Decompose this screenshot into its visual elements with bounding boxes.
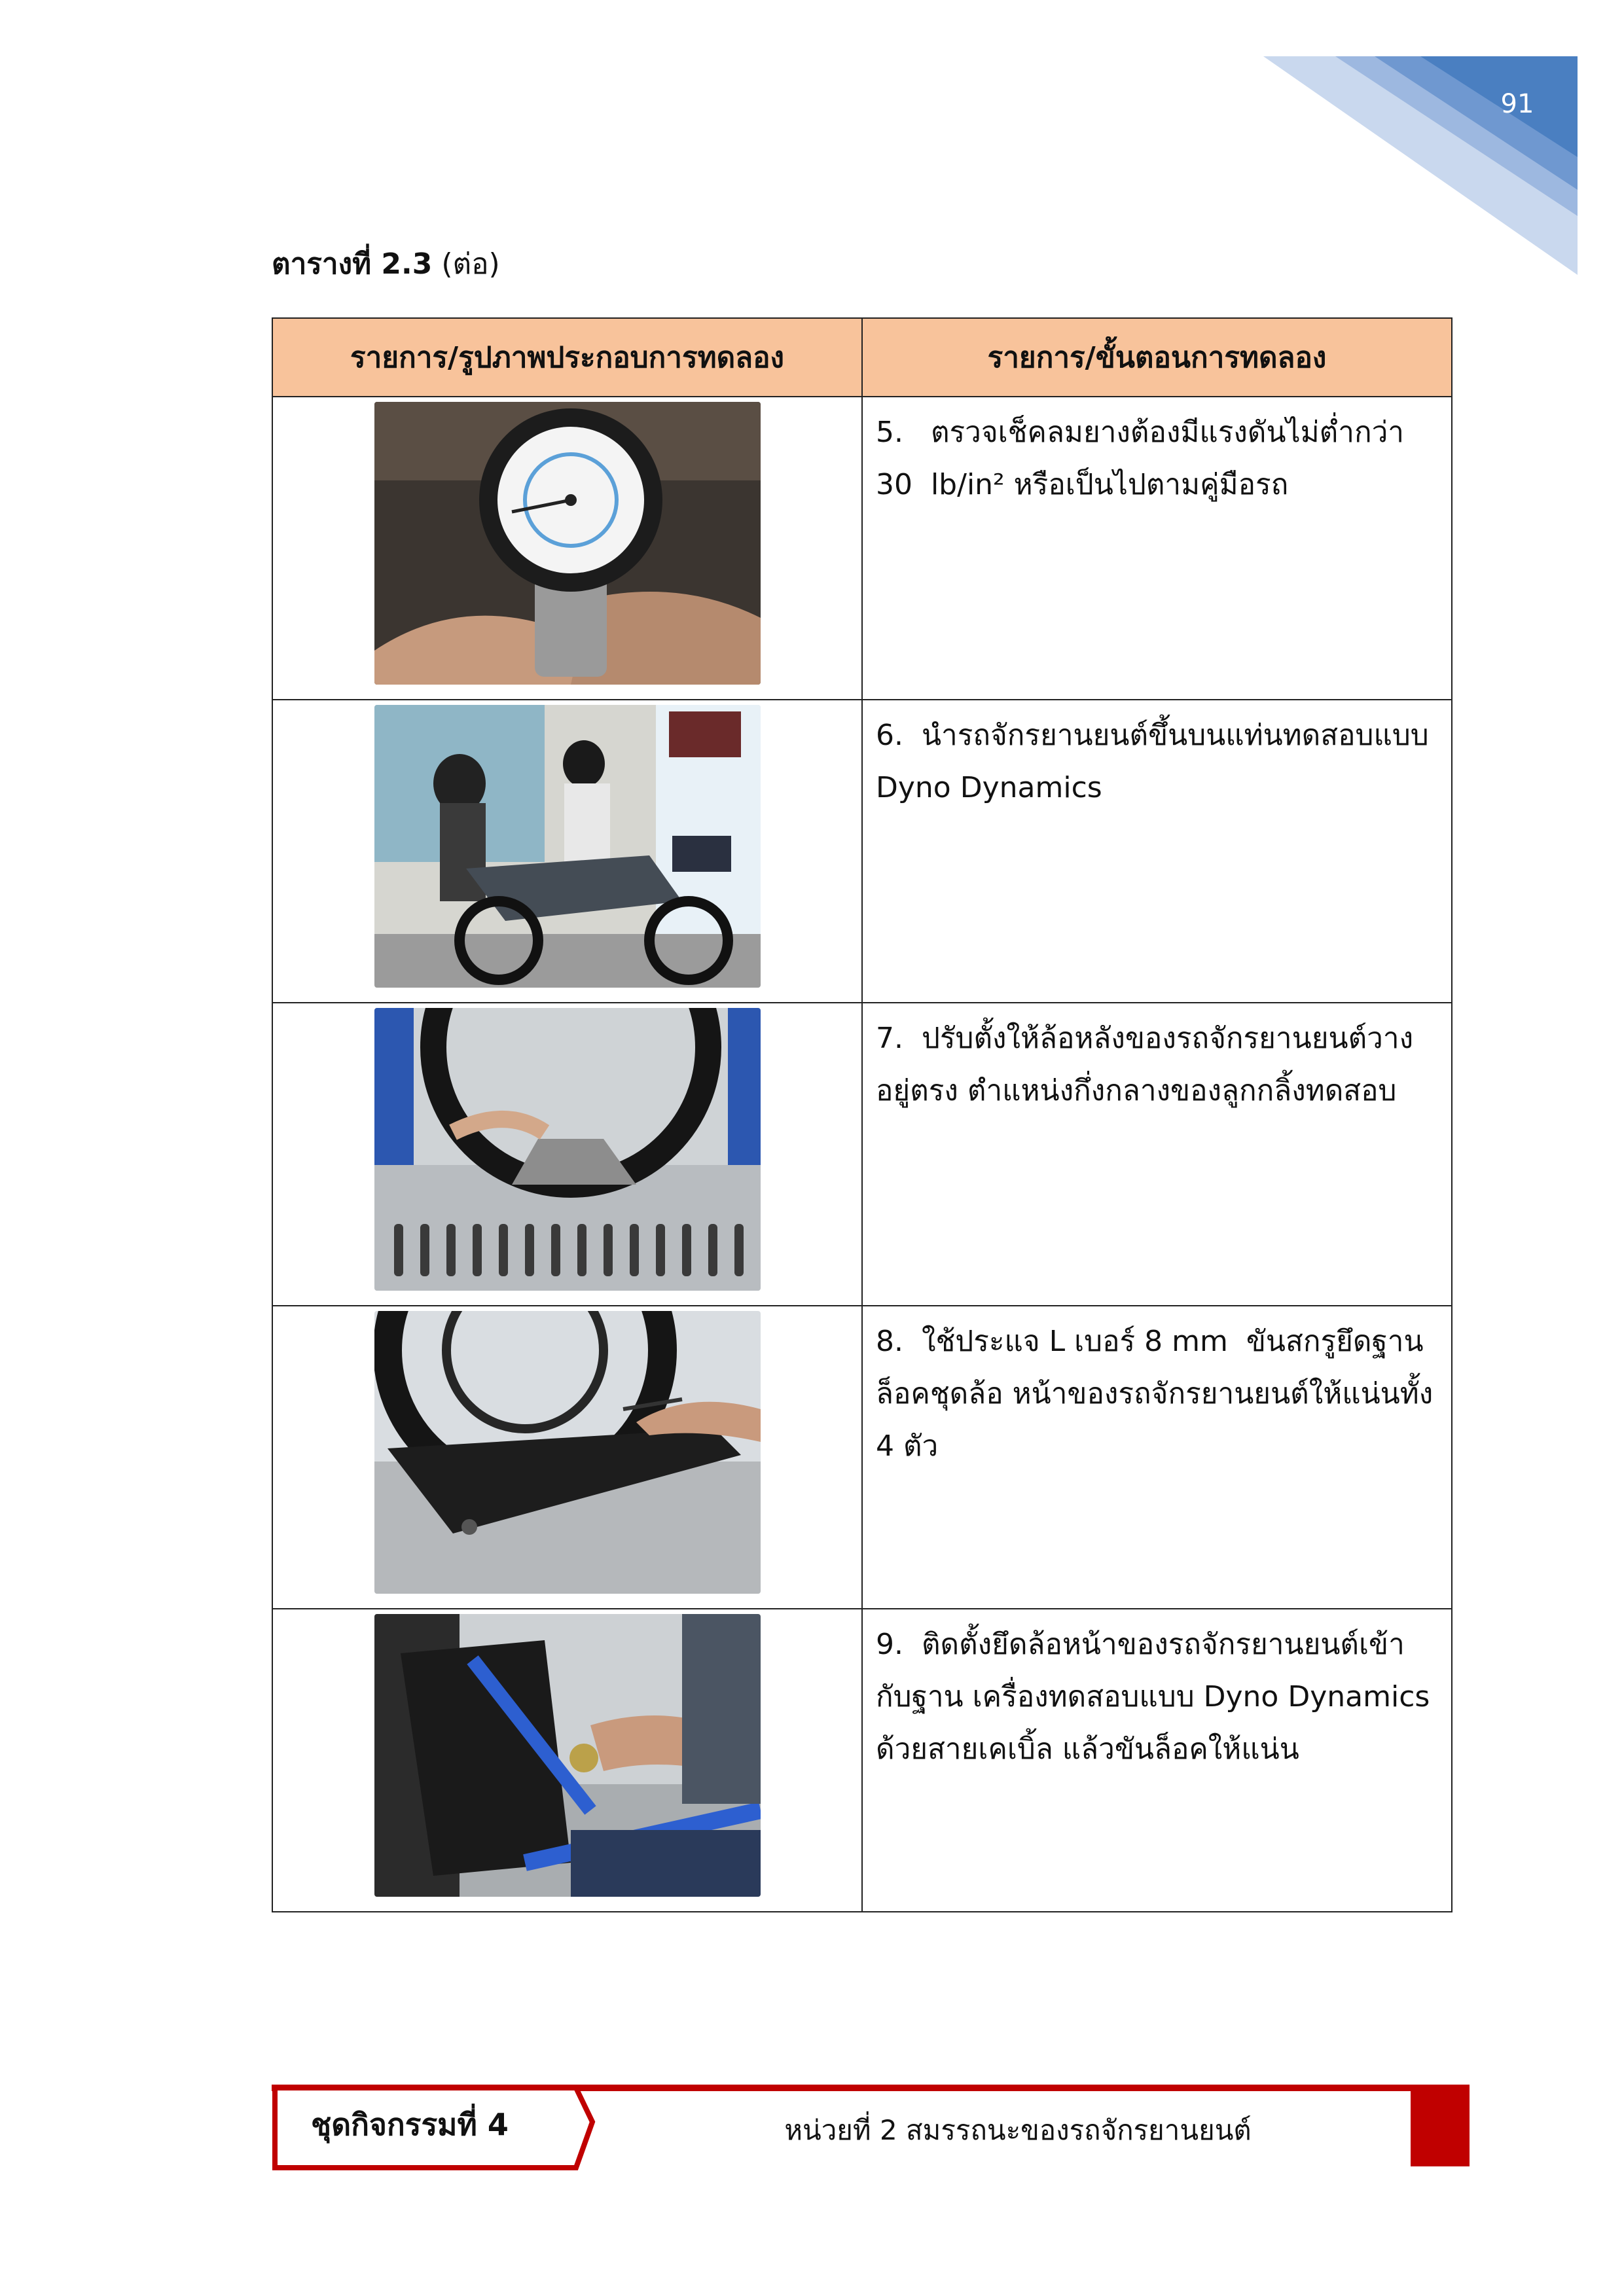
- header-photo: รายการ/รูปภาพประกอบการทดลอง: [272, 318, 862, 397]
- caption-suffix: (ต่อ): [432, 247, 500, 281]
- tire-pressure-gauge-photo: [374, 402, 761, 685]
- step-7-text: 7. ปรับตั้งให้ล้อหลังของรถจักรยานยนต์วางอยู่ตรง ตำแหน่งกึ่งกลางของลูกกลิ้งทดสอบ: [876, 1022, 1414, 1107]
- table-header-row: [272, 318, 1452, 397]
- header-steps: รายการ/ขั้นตอนการทดลอง: [862, 318, 1452, 397]
- front-wheel-lock-photo: [374, 1311, 761, 1594]
- table-caption: [272, 241, 500, 287]
- footer-banner: [272, 2083, 1470, 2173]
- step-8-text: 8. ใช้ประแจ L เบอร์ 8 mm ขันสกรูยึดฐานล็อคชุดล้อ หน้าของรถจักรยานยนต์ให้แน่นทั้ง 4 ตัว: [876, 1325, 1443, 1463]
- corner-decoration: [0, 0, 1624, 275]
- footer-activity-label: ชุดกิจกรรมที่ 4: [311, 2107, 509, 2142]
- footer-unit-label: หน่วยที่ 2 สมรรถนะของรถจักรยานยนต์: [784, 2114, 1252, 2146]
- table-row: [272, 397, 1452, 700]
- step-6-text: 6. นำรถจักรยานยนต์ขึ้นบนแท่นทดสอบแบบ Dyno Dynamics: [876, 719, 1438, 804]
- table-row: [272, 1306, 1452, 1609]
- rear-wheel-roller-photo: [374, 1008, 761, 1291]
- caption-label: ตารางที่ 2.3: [272, 247, 433, 281]
- step-9-text: 9. ติดตั้งยึดล้อหน้าของรถจักรยานยนต์เข้ากับฐาน เครื่องทดสอบแบบ Dyno Dynamics ด้วยสายเคเบิ้ล แล้วขันล็อคให้แน่น: [876, 1628, 1439, 1766]
- table-row: [272, 1609, 1452, 1912]
- table-row: [272, 1003, 1452, 1306]
- page-number: 91: [1500, 89, 1534, 119]
- table-row: [272, 700, 1452, 1003]
- procedure-table: [272, 317, 1453, 1912]
- step-5-text: 5. ตรวจเช็คลมยางต้องมีแรงดันไม่ต่ำกว่า 30 lb/in² หรือเป็นไปตามคู่มือรถ: [876, 416, 1422, 501]
- strap-tie-down-photo: [374, 1614, 761, 1897]
- motorcycle-on-dyno-photo: [374, 705, 761, 988]
